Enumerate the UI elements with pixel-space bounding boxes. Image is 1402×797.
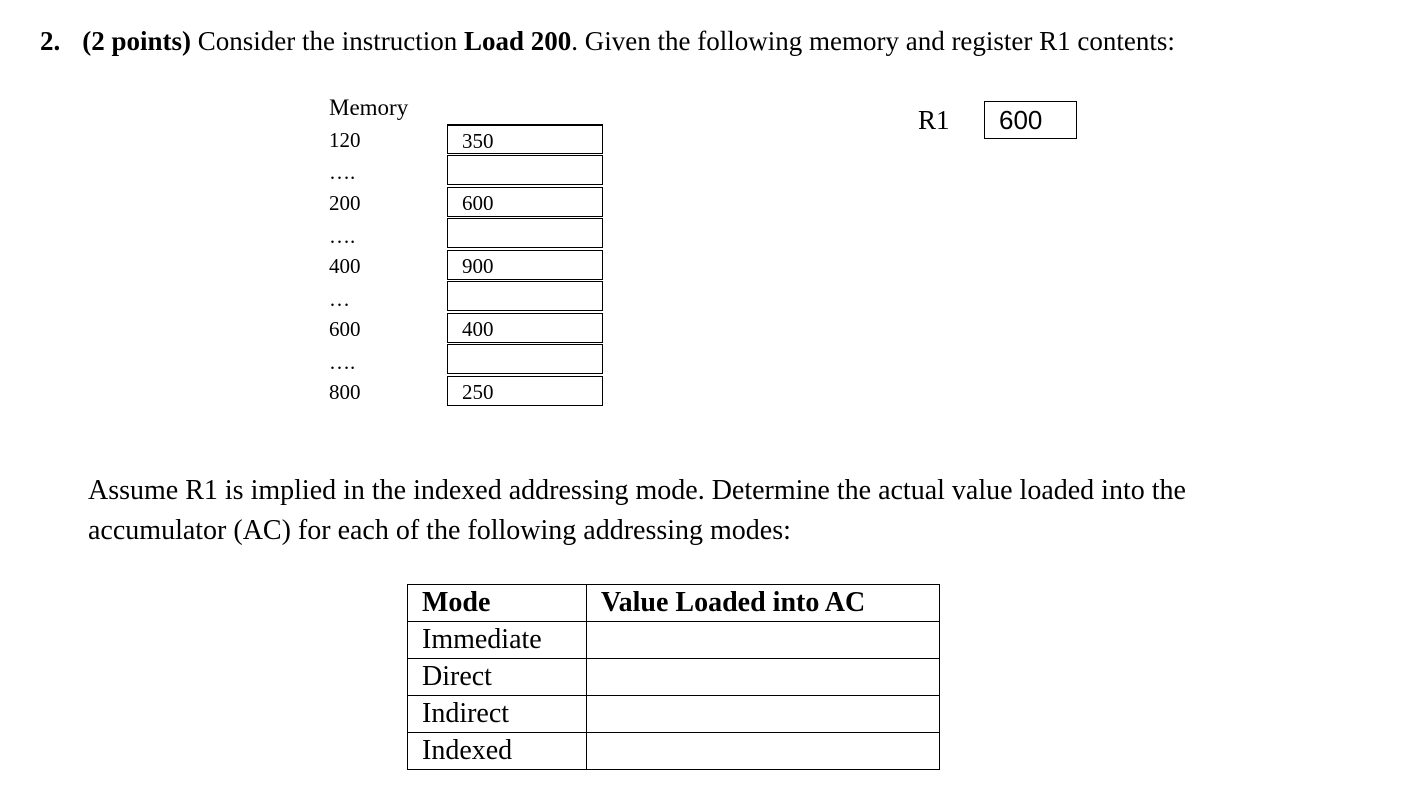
mode-cell-indexed: Indexed [408,733,587,770]
question-points: (2 points) [82,26,192,56]
question-instruction: Load 200 [463,26,572,56]
memory-address: 400 [329,254,361,278]
value-header: Value Loaded into AC [587,585,940,622]
memory-cell: 400 [447,313,603,343]
register-label: R1 [918,105,950,135]
memory-cell: 350 [447,124,603,154]
question-text-before: Consider the instruction [191,26,464,56]
memory-cell [447,281,603,311]
memory-cell: 600 [447,187,603,217]
mode-cell-immediate: Immediate [408,622,587,659]
mode-cell-indirect: Indirect [408,696,587,733]
value-cell-direct [587,659,940,696]
memory-address: 800 [329,380,361,404]
memory-cell: 250 [447,376,603,406]
value-cell-immediate [587,622,940,659]
instructions-paragraph: Assume R1 is implied in the indexed addressing mode. Determine the actual value loaded into the accumulator (AC) for each of the following addressing modes: [88,475,1186,546]
memory-address: 120 [329,128,361,152]
register-value: 600 [984,101,1077,139]
memory-address-ellipsis: …. [329,224,356,248]
memory-address: 200 [329,191,361,215]
question-text-after: . Given the following memory and register R1 contents: [571,26,1175,56]
memory-cell: 900 [447,250,603,280]
value-cell-indirect [587,696,940,733]
value-cell-indexed [587,733,940,770]
mode-header: Mode [408,585,587,622]
mode-cell-direct: Direct [408,659,587,696]
memory-address-ellipsis: … [329,287,350,311]
question-number: 2. [40,26,61,56]
mode-table-header-row [408,585,940,622]
table-row [408,622,940,659]
table-row [408,733,940,770]
question-text [40,22,1175,60]
memory-cell [447,218,603,248]
table-row [408,659,940,696]
memory-cell [447,155,603,185]
memory-address: 600 [329,317,361,341]
memory-address-ellipsis: …. [329,160,356,184]
memory-title: Memory [329,95,409,120]
table-row [408,696,940,733]
memory-cell [447,344,603,374]
mode-table [407,584,940,770]
memory-address-ellipsis: …. [329,350,356,374]
